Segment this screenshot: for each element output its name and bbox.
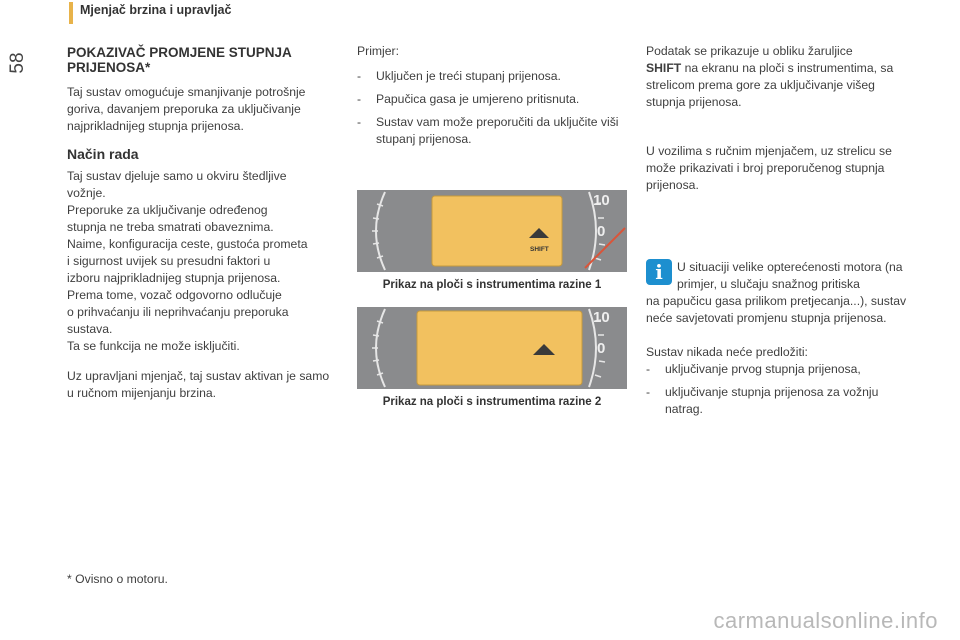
list-item: - Sustav vam može preporučiti da uključite viši stupanj prijenosa. [357,114,629,148]
header-title: Mjenjač brzina i upravljač [80,3,232,17]
list-item: - Papučica gasa je umjereno pritisnuta. [357,91,629,108]
operation-line: o prihvaćanju ili neprihvaćanju preporuka [67,305,289,319]
shift-description-start: Podatak se prikazuje u obliku žaruljice [646,44,853,58]
operation-text [67,168,347,355]
gauge-max-label: 10 [593,192,610,209]
operation-line: Prema tome, vozač odgovorno odlučuje [67,288,282,302]
watermark: carmanualsonline.info [713,608,938,633]
panel-caption-level1: Prikaz na ploči s instrumentima razine 1 [382,279,602,291]
operation-line: i sigurnost uvijek su presudni faktori u [67,254,271,268]
footnote: * Ovisno o motoru. [67,572,168,586]
operation-line: izboru najprikladnijeg stupnja prijenosa. [67,271,281,285]
info-icon: i [646,259,672,285]
gauge-min-label: 0 [597,223,606,240]
list-item: - uključivanje stupnja prijenosa za vožnju natrag. [646,384,908,418]
shift-description [646,43,911,111]
operation-line: Ta se funkcija ne može isključiti. [67,339,240,353]
operation-line: Taj sustav djeluje samo u okviru štedljive [67,169,287,183]
example-steps [357,68,629,154]
gauge-max-label: 10 [593,309,610,326]
example-label: Primjer: [357,44,399,58]
instrument-panel-level2 [357,307,627,389]
gauge-min-label: 0 [597,340,606,357]
manual-gearbox-note: U vozilima s ručnim mjenjačem, uz strelicu se može prikazivati i broj preporučenog stupnja prijenosa. [646,144,892,192]
instrument-panel-level2-drawing [357,307,627,389]
header-accent-bar [69,2,73,24]
page-number: 58 [7,52,28,74]
intro-text: Taj sustav omogućuje smanjivanje potrošnje goriva, davanjem preporuka za uključivanje najprikladnijeg stupnja prijenosa. [67,85,306,133]
instrument-panel-level1-drawing [357,190,627,272]
info-text-rest: na papučicu gasa prilikom pretjecanja...), sustav neće savjetovati promjenu stupnja prijenosa. [646,294,907,325]
shift-keyword: SHIFT [646,61,682,75]
never-label: Sustav nikada neće predložiti: [646,345,808,359]
never-list [646,361,908,424]
list-item: - uključivanje prvog stupnja prijenosa, [646,361,908,378]
list-item: - Uključen je treći stupanj prijenosa. [357,68,629,85]
operation-line: vožnje. [67,186,106,200]
shift-label: SHIFT [530,246,549,253]
operation-line: Naime, konfiguracija ceste, gustoća prometa [67,237,308,251]
panel-caption-level2: Prikaz na ploči s instrumentima razine 2 [382,396,602,408]
operation-line: stupnja ne treba smatrati obaveznima. [67,220,274,234]
subsection-title: Način rada [67,146,139,162]
manual-note: Uz upravljani mjenjač, taj sustav aktivan je samo u ručnom mijenjanju brzina. [67,369,330,400]
section-title: POKAZIVAČ PROMJENE STUPNJA PRIJENOSA* [67,45,292,75]
info-text-first: U situaciji velike opterećenosti motora (na primjer, u slučaju snažnog pritiska [677,260,903,291]
operation-line: Preporuke za uključivanje određenog [67,203,268,217]
operation-line: sustava. [67,322,113,336]
shift-description-end: na ekranu na ploči s instrumentima, sa strelicom prema gore za uključivanje višeg stupnja prijenosa. [646,61,894,109]
instrument-panel-level1 [357,190,627,272]
